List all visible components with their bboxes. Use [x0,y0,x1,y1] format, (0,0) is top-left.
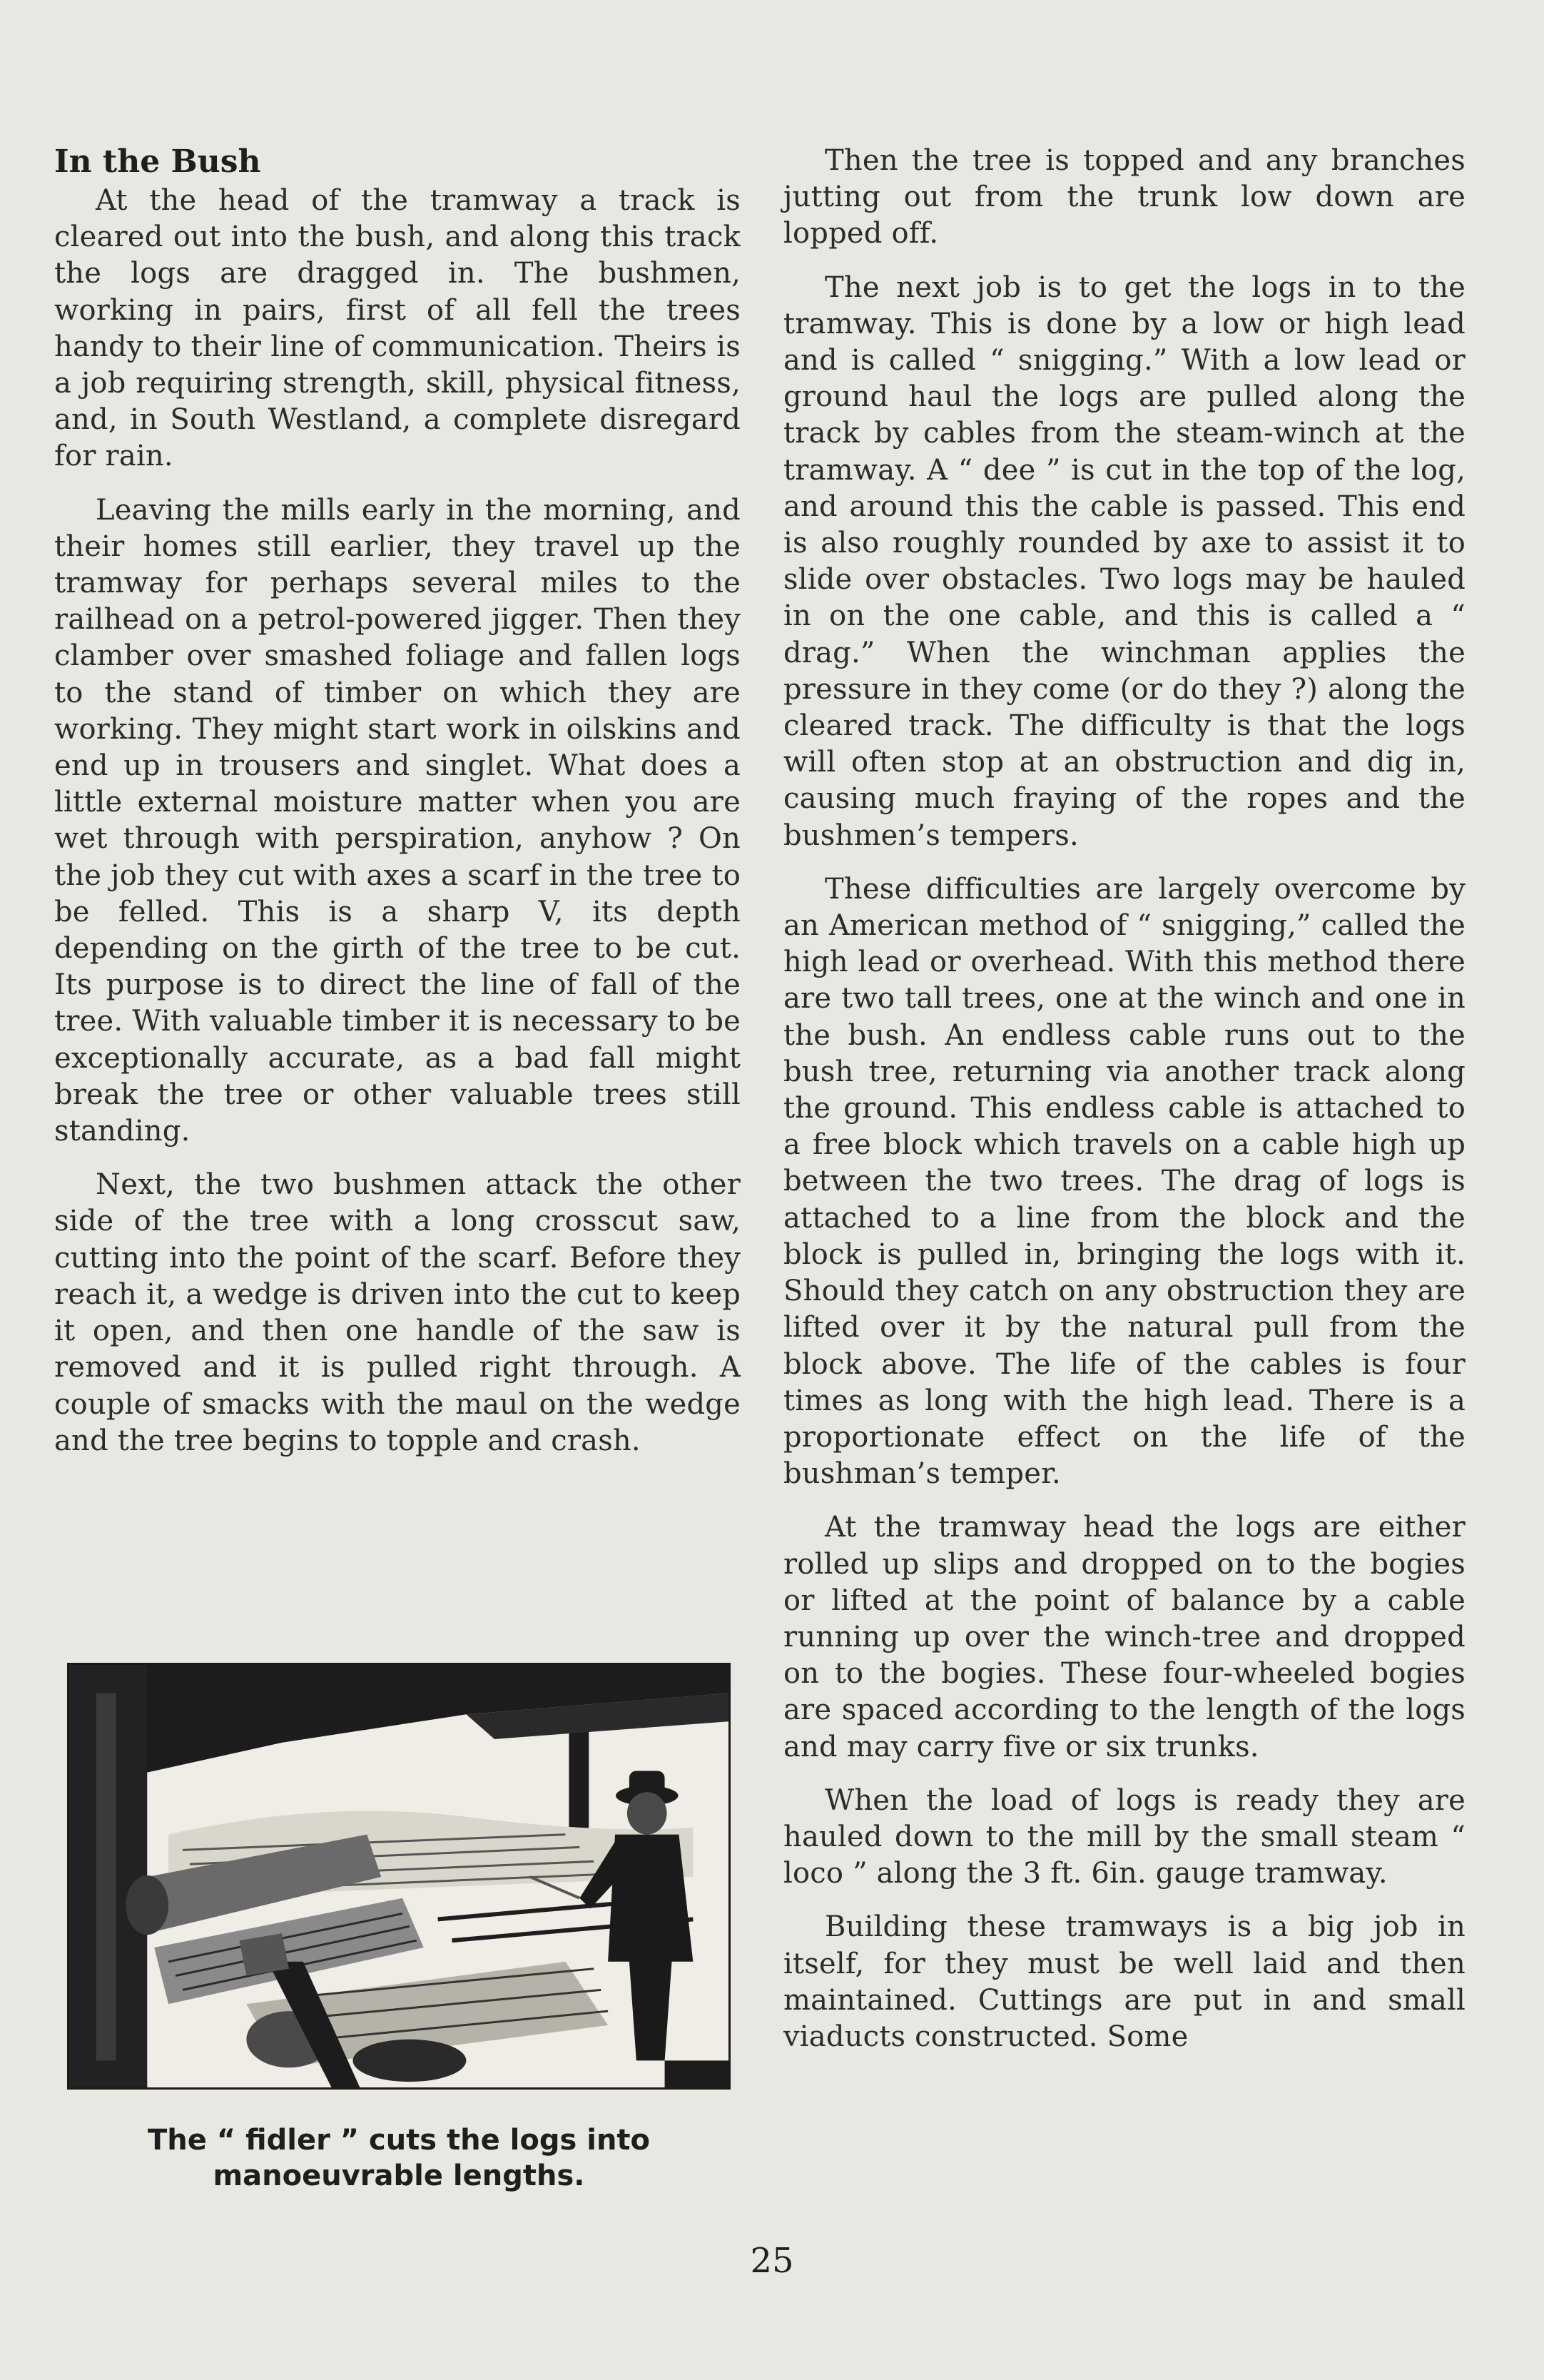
paragraph: Next, the two bushmen attack the other side of the tree with a long crosscut saw, cutting into the point of the scarf. Before they reach it, a wedge is driven into the cut to keep it open, and then one handle of the saw is removed and it is pulled right through. A couple of smacks with the maul on the wedge and the tree begins to topple and crash. [54,1168,741,1457]
paragraph: At the tramway head the logs are either rolled up slips and dropped on to the bogies or lifted at the point of balance by a cable running up over the winch-tree and dropped on to the bogies. These four-wheeled bogies are spaced according to the length of the logs and may carry five or six trunks. [783,1511,1466,1763]
section-heading: In the Bush [54,143,261,180]
left-column [54,143,741,1477]
paragraph: Then the tree is topped and any branches jutting out from the trunk low down are lopped off. [783,144,1466,250]
page-number: 25 [750,2241,794,2281]
right-column [783,143,1466,2072]
woodcut-illustration [67,1663,731,2090]
paragraph: Leaving the mills early in the morning, and their homes still earlier, they travel up the tramway for perhaps several miles to the railhead on a petrol-powered jigger. Then they clamber over smashed foliage and fallen logs to the stand of timber on which they are working. They might start work in oilskins and end up in trousers and singlet. What does a little external moisture matter when you are wet through with perspiration, anyhow ? On the job they cut with axes a scarf in the tree to be felled. This is a sharp V, its depth depending on the girth of the tree to be cut. Its purpose is to direct the line of fall of the tree. With valuable timber it is necessary to be exceptionally accurate, as a bad fall might break the tree or other valuable trees still standing. [54,493,741,1148]
paragraph: These difficulties are largely overcome by an American method of “ snigging,” called the high lead or overhead. With this method there are two tall trees, one at the winch and one in the bush. An endless cable runs out to the bush tree, returning via another track along the ground. This endless cable is attached to a free block which travels on a cable high up between the two trees. The drag of logs is attached to a line from the block and the block is pulled in, bringing the logs with it. Should they catch on any obstruction they are lifted over it by the natural pull from the block above. The life of the cables is four times as long with the high lead. There is a proportionate effect on the life of the bushman’s temper. [783,872,1466,1491]
paragraph: Building these tramways is a big job in itself, for they must be well laid and then maintained. Cuttings are put in and small viaducts constructed. Some [783,1910,1466,2053]
sawmill-woodcut-image [69,1665,728,2087]
paragraph: At the head of the tramway a track is cleared out into the bush, and along this track the logs are dragged in. The bushmen, working in pairs, first of all fell the trees handy to their line of communication. Theirs is a job requiring strength, skill, physical fitness, and, in South Westland, a complete disregard for rain. [54,184,741,473]
paragraph: When the load of logs is ready they are hauled down to the mill by the small steam “ loco ” along the 3 ft. 6in. gauge tramway. [783,1783,1466,1890]
paragraph: The next job is to get the logs in to the tramway. This is done by a low or high lead and is called “ snigging.” With a low lead or ground haul the logs are pulled along the track by cables from the steam-winch at the tramway. A “ dee ” is cut in the top of the log, and around this the cable is passed. This end is also roughly rounded by axe to assist it to slide over obstacles. Two logs may be hauled in on the one cable, and this is called a “ drag.” When the winchman applies the pressure in they come (or do they ?) along the cleared track. The difficulty is that the logs will often stop at an obstruction and dig in, causing much fraying of the ropes and the bushmen’s tempers. [783,270,1466,852]
figure-caption: The “ fidler ” cuts the logs into manoeuvrable lengths. [147,2124,651,2192]
